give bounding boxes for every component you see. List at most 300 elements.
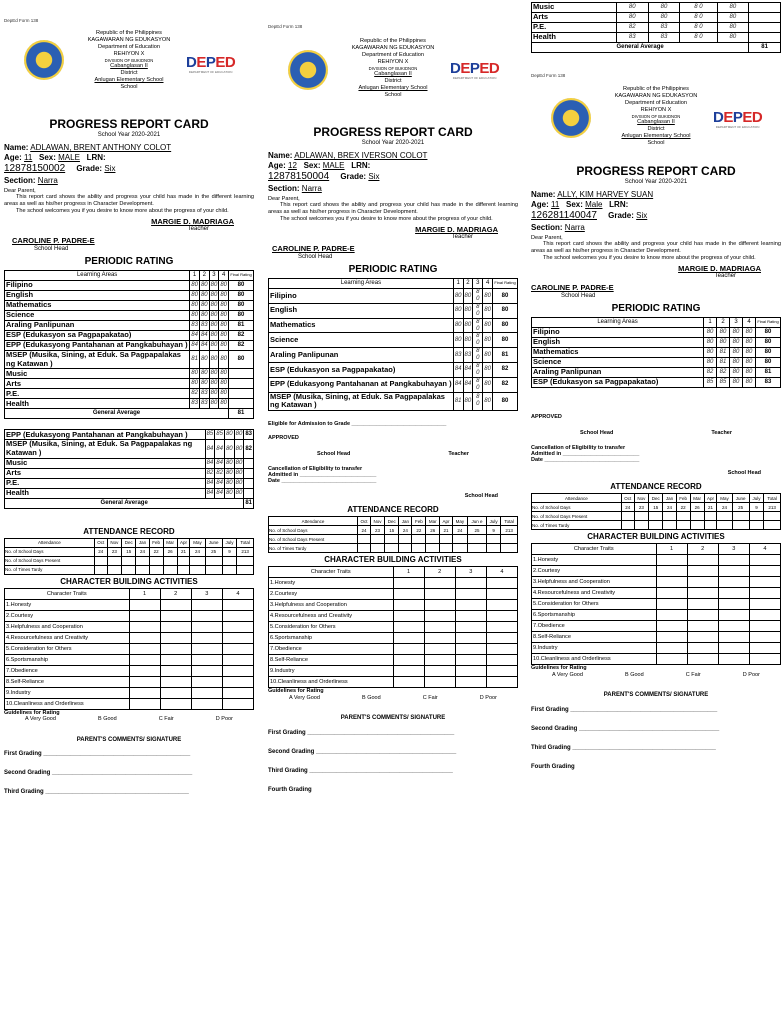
trait-rating (424, 633, 455, 644)
periodic-title: PERIODIC RATING (84, 255, 174, 267)
character-trait: 3.Helpfulness and Cooperation (532, 577, 657, 588)
quarter-grade: 85 (215, 430, 225, 440)
trait-rating (749, 643, 780, 654)
quarter-grade: 80 (234, 440, 244, 458)
quarter-grade: 85 (205, 430, 215, 440)
quarter-grade: 80 (209, 379, 219, 389)
table-row (269, 318, 518, 333)
attendance-header: June (205, 538, 222, 547)
attendance-title: ATTENDANCE RECORD (83, 526, 175, 536)
trait-rating (455, 655, 486, 666)
table-row (269, 392, 518, 410)
attendance-header: Feb (676, 494, 690, 503)
quarter-grade: 80 (209, 291, 219, 301)
attendance-header: July (222, 538, 236, 547)
trait-rating (191, 610, 222, 621)
attendance-value (205, 565, 222, 574)
table-row (532, 632, 781, 643)
deped-logo: DEPED DEPARTMENT OF EDUCATION (713, 109, 763, 130)
attendance-value: 213 (237, 547, 254, 556)
attendance-value (237, 556, 254, 565)
quarter-grade: 80 (219, 291, 229, 301)
quarter-grade: 80 (483, 303, 493, 318)
table-row (532, 503, 781, 512)
final-rating: 81 (756, 368, 781, 378)
quarter-grade: 84 (215, 488, 225, 498)
trait-rating (455, 578, 486, 589)
table-row (5, 676, 254, 687)
quarter-grade: 80 (483, 318, 493, 333)
attendance-value: 26 (426, 526, 440, 535)
attendance-row-label: No. of School Days Present (532, 512, 622, 521)
final-rating (244, 458, 254, 468)
student-section: Narra (37, 175, 58, 185)
quarter-grade: 80 (224, 430, 234, 440)
date-line: Date _______________________________ (531, 457, 640, 464)
attendance-value: 24 (621, 503, 634, 512)
quarter-grade: 80 (616, 13, 648, 23)
parents-lines: First Grading ____________________________________________ Second Grading __________________________________________ Third Grading ___________________________________________ Fourth Grading (531, 706, 720, 770)
trait-rating (486, 578, 517, 589)
quarter-grade: 80 (730, 328, 743, 338)
cancellation-label: Cancellation of Eligibility to transfer (268, 465, 363, 472)
table-row (532, 328, 781, 338)
deped-logo: DEPED DEPARTMENT OF EDUCATION (450, 60, 500, 81)
character-trait: 6.Sportsmanship (532, 610, 657, 621)
character-trait: 2.Courtesy (532, 566, 657, 577)
trait-rating (129, 632, 160, 643)
trait-rating (656, 588, 687, 599)
quarter-grade: 8 0 (473, 289, 483, 304)
learning-area: Araling Panlipunan (532, 368, 704, 378)
quarter-grade: 82 (215, 468, 225, 478)
cancellation-head-label: School Head (464, 492, 498, 499)
attendance-header: June (732, 494, 749, 503)
quarter-grade: 82 (717, 368, 730, 378)
grades-table: Learning Areas 1 2 3 4 Final Rating Filipino 80 80 8 0 80 80 English 80 80 8 0 80 80 Mathematics 80 80 8 0 80 80 Science 80 80 8 0 80 80 Araling Panlipunan 83 83 8 0 80 81 ESP (Edukasyon sa Pagpapakatao) 84 84 8 0 80 82 EPP (Edukasyong Pantahanan at Pangkabuhayan ) 84 84 8 0 80 82 MSEP (Musika, Sining, at Eduk. Sa Pagpapalakas ng Katawan ) 81 80 8 0 80 80 (270, 280, 516, 410)
general-average-label: General Average (532, 43, 749, 53)
table-row (5, 440, 254, 458)
attendance-value: 21 (704, 503, 717, 512)
quarter-grade: 84 (215, 440, 225, 458)
quarter-grade: 8 0 (473, 377, 483, 392)
quarter-grade: 80 (483, 333, 493, 348)
quarter-grade: 81 (190, 351, 200, 369)
attendance-value (717, 512, 732, 521)
table-row (532, 512, 781, 521)
trait-rating (718, 643, 749, 654)
trait-rating (393, 633, 424, 644)
final-rating: 81 (229, 321, 254, 331)
quarter-grade: 84 (215, 478, 225, 488)
district: Cabanglasan II (110, 63, 148, 70)
character-trait: 4.Resourcefulness and Creativity (269, 611, 394, 622)
table-row (532, 23, 781, 33)
trait-rating (687, 588, 718, 599)
form-label: DepEd Form 138 (531, 73, 566, 78)
student-section: Narra (564, 222, 585, 232)
attendance-value (467, 535, 486, 544)
approved-label: APPROVED (268, 435, 299, 442)
learning-area: English (532, 338, 704, 348)
trait-rating (486, 666, 517, 677)
attendance-value: 21 (177, 547, 190, 556)
trait-rating (222, 687, 253, 698)
quarter-grade: 8 0 (473, 392, 483, 410)
attendance-value (163, 565, 177, 574)
general-average-value: 81 (749, 43, 781, 53)
trait-rating (160, 643, 191, 654)
trait-rating (656, 621, 687, 632)
quarter-grade: 80 (743, 358, 756, 368)
teacher-name: MARGIE D. MADRIAGA (151, 216, 234, 226)
quarter-grade: 80 (224, 488, 234, 498)
trait-rating (656, 555, 687, 566)
quarter-grade: 80 (704, 348, 717, 358)
attendance-header: Feb (149, 538, 163, 547)
quarter-grade: 84 (215, 458, 225, 468)
attendance-value: 23 (634, 503, 648, 512)
trait-rating (749, 577, 780, 588)
trait-rating (455, 589, 486, 600)
quarter-grade: 80 (463, 392, 473, 410)
quarter-grade: 80 (743, 368, 756, 378)
trait-rating (687, 632, 718, 643)
trait-rating (486, 600, 517, 611)
attendance-value (690, 512, 704, 521)
parent-letter: Dear Parent, This report card shows the ability and progress your child has made in the different learning areas as well as his/her progress in Character Development. The school welcomes you if you desire to know more about the progress of your child. (4, 187, 254, 214)
student-section: Narra (301, 183, 322, 193)
periodic-title: PERIODIC RATING (611, 302, 701, 314)
attendance-value (358, 535, 371, 544)
attendance-value (412, 535, 426, 544)
table-row (5, 698, 254, 709)
attendance-value (426, 535, 440, 544)
teacher-name: MARGIE D. MADRIAGA (678, 263, 761, 273)
trait-rating (222, 665, 253, 676)
character-trait: 5.Consideration for Others (532, 599, 657, 610)
attendance-value (107, 556, 121, 565)
quarter-grade: 83 (648, 33, 680, 43)
general-average-value: 81 (229, 409, 254, 419)
quarter-grade: 84 (205, 458, 215, 468)
learning-area: Music (532, 3, 617, 13)
student-lrn: 12878150002 (4, 163, 66, 175)
quarter-grade: 80 (199, 379, 209, 389)
parent-letter: Dear Parent, This report card shows the ability and progress your child has made in the different learning areas as well as his/her progress in Character Development. The school welcomes you if you desire to know more about the progress of your child. (531, 234, 781, 261)
head-label: School Head (298, 253, 333, 260)
quarter-grade: 8 0 (680, 23, 717, 33)
quarter-grade: 80 (234, 458, 244, 468)
trait-rating (222, 599, 253, 610)
character-trait: 4.Resourcefulness and Creativity (532, 588, 657, 599)
trait-rating (160, 621, 191, 632)
trait-rating (424, 622, 455, 633)
trait-rating (424, 600, 455, 611)
trait-rating (486, 589, 517, 600)
quarter-grade: 81 (717, 358, 730, 368)
trait-rating (424, 666, 455, 677)
learning-area: P.E. (532, 23, 617, 33)
quarter-grade: 80 (717, 33, 749, 43)
quarter-grade: 80 (219, 311, 229, 321)
learning-area: Filipino (5, 281, 190, 291)
attendance-header: Oct (94, 538, 107, 547)
learning-area: Filipino (269, 289, 454, 304)
attendance-header: Mar (426, 517, 440, 526)
learning-area: Mathematics (5, 301, 190, 311)
table-row (532, 3, 781, 13)
attendance-value (94, 556, 107, 565)
trait-rating (486, 611, 517, 622)
attendance-value: 15 (385, 526, 399, 535)
trait-rating (656, 610, 687, 621)
trait-rating (718, 610, 749, 621)
attendance-value (501, 544, 518, 553)
quarter-grade: 80 (648, 13, 680, 23)
trait-rating (222, 698, 253, 709)
trait-rating (393, 589, 424, 600)
attendance-value: 24 (94, 547, 107, 556)
table-row (532, 521, 781, 530)
grades-top-continuation (531, 2, 781, 53)
attendance-value (385, 544, 399, 553)
grades-table: Learning Areas 1 2 3 4 Final Rating Filipino 80 80 80 80 80 English 80 80 80 80 80 Mathematics 80 80 80 80 80 Science 80 80 80 80 80 Araling Panlipunan 83 83 80 80 81 ESP (Edukasyon sa Pagpapakatao) 84 84 80 80 82 EPP (Edukasyong Pantahanan at Pangkabuhayan ) 84 84 80 80 82 MSEP (Musika, Sining, at Eduk. Sa Pagpapalakas ng Katawan ) 81 80 80 80 80 Music 80 80 80 80 Arts 80 80 80 80 P.E. 82 83 80 80 Health 83 83 80 80 General Average 81 (4, 270, 254, 419)
character-trait: 7.Obedience (5, 665, 130, 676)
character-trait: 3.Helpfulness and Cooperation (5, 621, 130, 632)
final-rating: 80 (756, 358, 781, 368)
report-card-1: DepEd Form 138 Republic of the Philippines KAGAWARAN NG EDUKASYON Department of Education REHIYON X DIVISION OF BUKIDNON Cabanglasan II District Anlugan Elementary School School DEPED DEPARTMENT OF EDUCATION PROGRESS REPORT CARD School Year 2020-2021 Name: ADLAWAN, BRENT ANTHONY COLOT Age: 11 Sex: MALE LRN: 12878150002 Grade: Six Section: Narra Dear Parent, This report card shows the ability and progress your child has made in the different learning areas as well as his/her progress in Character Development. The school welcomes you if you desire to know more about the progress of your child. MARGIE D. MADRIAGA Teacher CAROLINE P. PADRE-E School Head PERIODIC RATING Learning Areas 1 2 3 4 Final Rating Filipino 80 80 80 80 80 English 80 80 80 80 80 Mathematics 80 80 80 80 80 Science 80 80 80 80 80 Araling Panlipunan 83 83 80 80 81 ESP (Edukasyon sa Pagpapakatao) 84 84 80 80 82 EPP (Edukasyong Pantahanan at Pangkabuhayan ) 84 84 80 80 82 MSEP (Musika, Sining, at Eduk. Sa Pagpapalakas ng Katawan ) 81 80 80 80 80 Music 80 80 80 80 Arts 80 80 80 80 P.E. 82 83 80 80 Health 83 83 80 80 General Average 81 EPP (Edukasyong Pantahanan at Pangkabuhayan ) 85 85 80 80 83 MSEP (Musika, Sining, at Eduk. Sa Pagpapalakas ng Katawan ) 84 84 80 80 82 Music 84 84 80 80 Arts 82 82 80 80 P.E. 84 84 80 80 Health 84 84 80 80 General Average 81 ATTENDANCE RECORD Attendance Oct Nov Dec Jan Feb Mar Apr May June July Total No. of School Days 24 23 15 24 22 26 21 24 25 9 213 No. of School Days Present No. of Times Tardy CHARACTER BUILDING ACTIVITIES Character Traits 1 2 3 4 1.Honesty 2.Courtesy 3.Helpfulness and Cooperation 4.Resourcefulness and Creativity 5.Consideration for Others 6.Sportsmanship 7.Obedience 8.Self-Reliance 9.Industry 10.Cleanliness and Orderliness Guidelines for Rating A Very Good B Good C Fair D Poor PARENT'S COMMENTS/ SIGNATURE First Grading ____________________________________________ Second Grading __________________________________________ Third Grading ___________________________________________ (4, 0, 254, 808)
quarter-grade: 80 (219, 281, 229, 291)
agency-line: REHIYON X (113, 50, 145, 57)
table-row (269, 666, 518, 677)
student-grade: Six (104, 164, 116, 174)
learning-area: English (5, 291, 190, 301)
quarter-grade: 80 (648, 3, 680, 13)
trait-rating (749, 599, 780, 610)
quarter-grade: 83 (616, 33, 648, 43)
quarter-grade: 80 (730, 338, 743, 348)
attendance-value (704, 512, 717, 521)
quarter-grade: 80 (463, 333, 473, 348)
quarter-header: 3 (718, 544, 749, 555)
table-row (532, 621, 781, 632)
trait-rating (160, 610, 191, 621)
attendance-value: 213 (501, 526, 518, 535)
final-rating (229, 399, 254, 409)
character-title: CHARACTER BUILDING ACTIVITIES (587, 532, 725, 542)
attendance-value (649, 512, 663, 521)
learning-area: EPP (Edukasyong Pantahanan at Pangkabuhayan ) (269, 377, 454, 392)
quarter-grade: 80 (234, 468, 244, 478)
attendance-value (749, 521, 763, 530)
quarter-grade: 80 (219, 379, 229, 389)
table-row (269, 633, 518, 644)
quarter-grade: 80 (234, 488, 244, 498)
trait-rating (749, 566, 780, 577)
quarter-grade: 83 (190, 399, 200, 409)
final-rating: 80 (493, 303, 518, 318)
trait-rating (393, 578, 424, 589)
quarter-grade: 80 (199, 351, 209, 369)
attendance-value (149, 556, 163, 565)
quarter-header: 4 (486, 567, 517, 578)
table-row (5, 478, 254, 488)
quarter-grade: 80 (209, 389, 219, 399)
character-trait: 5.Consideration for Others (269, 622, 394, 633)
guidelines: A Very Good B Good C Fair D Poor (552, 671, 760, 678)
trait-rating (718, 632, 749, 643)
table-row (532, 13, 781, 23)
final-rating (229, 369, 254, 379)
character-trait: 6.Sportsmanship (269, 633, 394, 644)
quarter-grade: 80 (199, 291, 209, 301)
approved-label: APPROVED (531, 414, 562, 421)
trait-rating (160, 687, 191, 698)
quarter-grade: 80 (234, 478, 244, 488)
final-rating (229, 389, 254, 399)
attendance-value (690, 521, 704, 530)
trait-rating (424, 589, 455, 600)
general-average-row (5, 498, 254, 508)
learning-area: ESP (Edukasyon sa Pagpapakatao) (5, 331, 190, 341)
table-row (532, 577, 781, 588)
attendance-table (4, 538, 254, 575)
trait-rating (687, 621, 718, 632)
character-trait: 2.Courtesy (269, 589, 394, 600)
quarter-grade: 80 (224, 440, 234, 458)
quarter-grade: 82 (616, 23, 648, 33)
trait-rating (222, 676, 253, 687)
table-row (269, 644, 518, 655)
quarter-header: 4 (749, 544, 780, 555)
attendance-header: Dec (649, 494, 663, 503)
trait-rating (129, 665, 160, 676)
card-header (4, 0, 254, 91)
attendance-header: Apr (177, 538, 190, 547)
quarter-grade: 80 (234, 430, 244, 440)
trait-rating (749, 555, 780, 566)
table-row (269, 622, 518, 633)
attendance-header: Nov (370, 517, 384, 526)
attendance-value (122, 556, 136, 565)
table-row (5, 281, 254, 291)
character-trait: 9.Industry (532, 643, 657, 654)
attendance-value: 22 (676, 503, 690, 512)
attendance-value (676, 512, 690, 521)
trait-rating (749, 632, 780, 643)
attendance-value: 22 (412, 526, 426, 535)
quarter-grade: 8 0 (680, 33, 717, 43)
quarter-header: 1 (393, 567, 424, 578)
learning-area: MSEP (Musika, Sining, at Eduk. Sa Pagpapalakas ng Katawan ) (5, 351, 190, 369)
trait-rating (191, 621, 222, 632)
general-average-row (532, 43, 781, 53)
trait-rating (393, 644, 424, 655)
attendance-header: Jan (663, 494, 676, 503)
quarter-grade: 8 0 (680, 3, 717, 13)
quarter-grade: 80 (190, 291, 200, 301)
attendance-value: 9 (222, 547, 236, 556)
attendance-value (717, 521, 732, 530)
trait-rating (160, 665, 191, 676)
final-rating: 83 (244, 430, 254, 440)
attendance-header: Mar (163, 538, 177, 547)
quarter-grade: 82 (205, 468, 215, 478)
attendance-value (764, 521, 781, 530)
attendance-value (486, 544, 500, 553)
guidelines-title: Guidelines for Rating (268, 688, 324, 695)
character-trait: 1.Honesty (532, 555, 657, 566)
learning-area: Arts (532, 13, 617, 23)
table-row (5, 621, 254, 632)
table-row (5, 321, 254, 331)
table-row (5, 430, 254, 440)
final-rating (749, 13, 781, 23)
attendance-value: 24 (663, 503, 676, 512)
form-label: DepEd Form 138 (268, 24, 303, 29)
attendance-table (531, 493, 781, 530)
attendance-value (205, 556, 222, 565)
quarter-grade: 84 (190, 331, 200, 341)
quarter-header: 1 (129, 588, 160, 599)
quarter-grade: 80 (190, 281, 200, 291)
approval-signatures: School Head Teacher (580, 430, 732, 437)
attendance-value (621, 512, 634, 521)
quarter-grade: 81 (717, 348, 730, 358)
quarter-grade: 80 (453, 289, 463, 304)
date-line: Date _______________________________ (268, 478, 377, 485)
trait-rating (160, 632, 191, 643)
character-trait: 1.Honesty (269, 578, 394, 589)
final-rating: 82 (493, 377, 518, 392)
learning-area: Science (269, 333, 454, 348)
table-row (532, 588, 781, 599)
trait-rating (486, 677, 517, 688)
quarter-grade: 80 (224, 458, 234, 468)
attendance-value: 9 (486, 526, 500, 535)
learning-area: Arts (5, 468, 206, 478)
quarter-grade: 8 0 (473, 303, 483, 318)
final-rating: 80 (493, 392, 518, 410)
final-rating: 81 (493, 348, 518, 363)
quarter-grade: 80 (224, 478, 234, 488)
trait-rating (455, 633, 486, 644)
final-rating (229, 379, 254, 389)
quarter-grade: 80 (717, 23, 749, 33)
learning-area: EPP (Edukasyong Pantahanan at Pangkabuhayan ) (5, 341, 190, 351)
attendance-header: Dec (122, 538, 136, 547)
trait-rating (718, 621, 749, 632)
teacher-label: Teacher (714, 273, 736, 280)
character-table (268, 566, 518, 688)
learning-area: Mathematics (269, 318, 454, 333)
attendance-value: 23 (370, 526, 384, 535)
trait-rating (191, 687, 222, 698)
quarter-grade: 80 (483, 289, 493, 304)
learning-area: ESP (Edukasyon sa Pagpapakatao) (532, 378, 704, 388)
attendance-header: Nov (107, 538, 121, 547)
trait-rating (656, 566, 687, 577)
attendance-title: ATTENDANCE RECORD (347, 505, 439, 514)
table-row (5, 565, 254, 574)
guidelines-title: Guidelines for Rating (4, 709, 60, 716)
table-row (5, 311, 254, 321)
deped-seal-icon (24, 40, 64, 80)
trait-rating (656, 599, 687, 610)
attendance-header: Apr (440, 517, 453, 526)
table-row (269, 589, 518, 600)
